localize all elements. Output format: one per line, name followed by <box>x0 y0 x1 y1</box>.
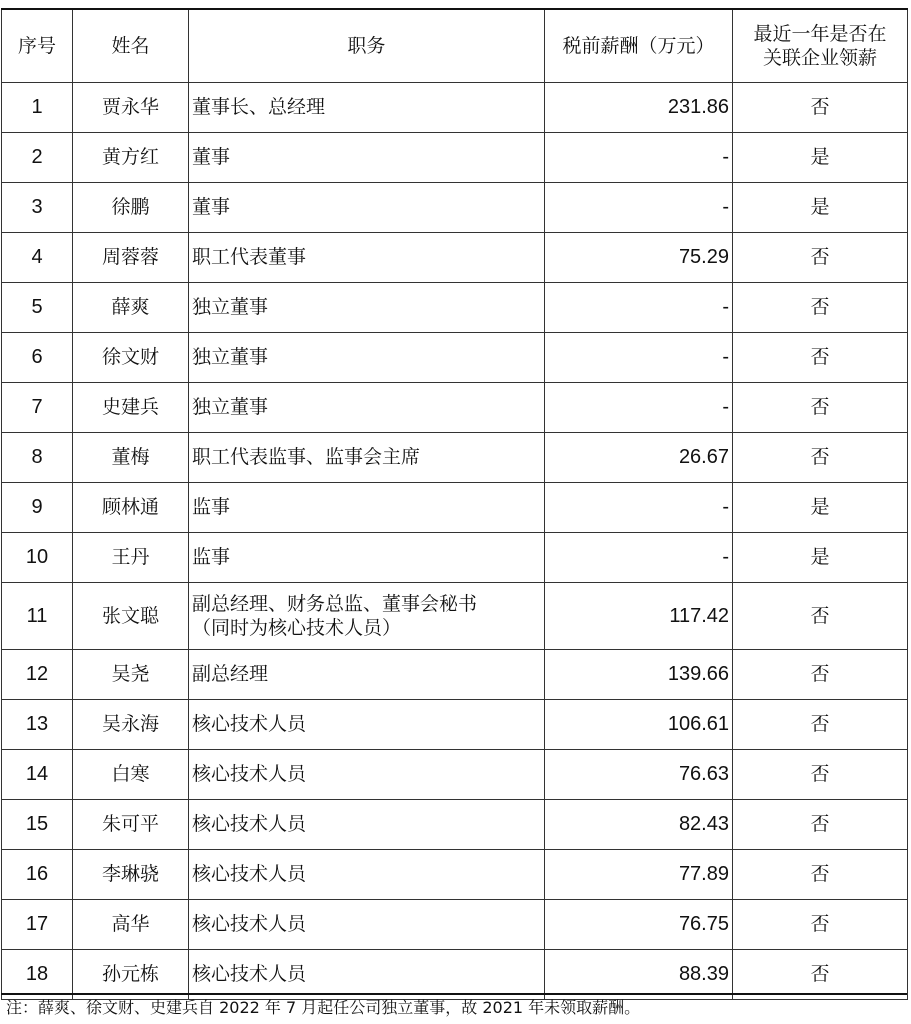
header-no: 序号 <box>2 9 73 82</box>
header-related-line2: 关联企业领薪 <box>762 46 877 69</box>
cell-name: 顾林通 <box>73 482 189 532</box>
cell-related-salary: 否 <box>733 699 908 749</box>
cell-role <box>189 799 545 849</box>
cell-salary: - <box>545 132 733 182</box>
role-line: 核心技术人员 <box>192 713 307 735</box>
cell-name: 李琳骁 <box>73 849 189 899</box>
cell-no: 11 <box>2 582 73 649</box>
role-line: 监事 <box>192 546 231 568</box>
cell-name: 吴尧 <box>73 649 189 699</box>
role-line: 独立董事 <box>192 346 269 368</box>
cell-name: 贾永华 <box>73 82 189 132</box>
cell-name: 周蓉蓉 <box>73 232 189 282</box>
cell-related-salary: 否 <box>733 282 908 332</box>
cell-no: 7 <box>2 382 73 432</box>
cell-role <box>189 332 545 382</box>
cell-related-salary: 否 <box>733 849 908 899</box>
cell-no: 8 <box>2 432 73 482</box>
table-row <box>2 532 908 582</box>
table-row <box>2 282 908 332</box>
role-line: 核心技术人员 <box>192 763 307 785</box>
cell-role <box>189 532 545 582</box>
cell-related-salary: 否 <box>733 232 908 282</box>
role-line: 董事 <box>192 146 231 168</box>
cell-name: 黄方红 <box>73 132 189 182</box>
cell-no: 9 <box>2 482 73 532</box>
cell-salary: - <box>545 532 733 582</box>
cell-role <box>189 132 545 182</box>
cell-role <box>189 232 545 282</box>
cell-role <box>189 282 545 332</box>
cell-role <box>189 749 545 799</box>
table-row <box>2 432 908 482</box>
cell-no: 4 <box>2 232 73 282</box>
cell-no: 1 <box>2 82 73 132</box>
role-line: 董事长、总经理 <box>192 96 326 118</box>
cell-related-salary: 否 <box>733 332 908 382</box>
table-row <box>2 332 908 382</box>
cell-salary: 117.42 <box>545 582 733 649</box>
table-row <box>2 799 908 849</box>
role-line: （同时为核心技术人员） <box>192 616 402 639</box>
cell-salary: - <box>545 282 733 332</box>
cell-name: 董梅 <box>73 432 189 482</box>
cell-salary: - <box>545 332 733 382</box>
cell-role <box>189 432 545 482</box>
cell-no: 6 <box>2 332 73 382</box>
cell-no: 5 <box>2 282 73 332</box>
cell-related-salary: 否 <box>733 749 908 799</box>
cell-related-salary: 否 <box>733 949 908 999</box>
cell-role <box>189 949 545 999</box>
role-line: 核心技术人员 <box>192 863 307 885</box>
cell-salary: 76.75 <box>545 899 733 949</box>
role-line: 核心技术人员 <box>192 963 307 985</box>
role-line: 独立董事 <box>192 296 269 318</box>
cell-related-salary: 否 <box>733 82 908 132</box>
cell-no: 2 <box>2 132 73 182</box>
role-line: 监事 <box>192 496 231 518</box>
cell-related-salary: 否 <box>733 799 908 849</box>
cell-related-salary: 是 <box>733 132 908 182</box>
compensation-table-container <box>1 8 907 1000</box>
cell-name: 白寒 <box>73 749 189 799</box>
table-row <box>2 232 908 282</box>
header-salary: 税前薪酬（万元） <box>545 9 733 82</box>
table-row <box>2 482 908 532</box>
table-row <box>2 649 908 699</box>
cell-name: 王丹 <box>73 532 189 582</box>
footnote: 注：薛爽、徐文财、史建兵自 2022 年 7 月起任公司独立董事，故 2021 年未领取薪酬。 <box>6 998 641 1017</box>
cell-salary: 88.39 <box>545 949 733 999</box>
cell-salary: 26.67 <box>545 432 733 482</box>
cell-salary: 77.89 <box>545 849 733 899</box>
table-row <box>2 849 908 899</box>
cell-role <box>189 82 545 132</box>
compensation-table <box>1 8 908 1000</box>
role-line: 核心技术人员 <box>192 813 307 835</box>
cell-salary: 139.66 <box>545 649 733 699</box>
cell-related-salary: 否 <box>733 899 908 949</box>
cell-salary: 106.61 <box>545 699 733 749</box>
role-line: 副总经理、财务总监、董事会秘书 <box>192 592 478 615</box>
header-related-line1: 最近一年是否在 <box>753 22 887 45</box>
cell-no: 3 <box>2 182 73 232</box>
table-bottom-rule <box>1 993 907 995</box>
cell-role <box>189 899 545 949</box>
cell-salary: - <box>545 182 733 232</box>
cell-no: 16 <box>2 849 73 899</box>
cell-role <box>189 849 545 899</box>
cell-related-salary: 否 <box>733 432 908 482</box>
cell-name: 吴永海 <box>73 699 189 749</box>
role-line: 核心技术人员 <box>192 913 307 935</box>
role-line: 独立董事 <box>192 396 269 418</box>
cell-salary: - <box>545 382 733 432</box>
cell-salary: - <box>545 482 733 532</box>
cell-name: 徐鹏 <box>73 182 189 232</box>
cell-name: 高华 <box>73 899 189 949</box>
cell-salary: 75.29 <box>545 232 733 282</box>
table-row <box>2 749 908 799</box>
cell-no: 17 <box>2 899 73 949</box>
cell-related-salary: 否 <box>733 382 908 432</box>
table-row <box>2 582 908 649</box>
cell-salary: 82.43 <box>545 799 733 849</box>
cell-no: 18 <box>2 949 73 999</box>
cell-role <box>189 482 545 532</box>
cell-no: 10 <box>2 532 73 582</box>
header-related-salary <box>733 9 908 82</box>
cell-no: 14 <box>2 749 73 799</box>
cell-name: 孙元栋 <box>73 949 189 999</box>
header-role: 职务 <box>189 9 545 82</box>
cell-name: 史建兵 <box>73 382 189 432</box>
cell-related-salary: 是 <box>733 182 908 232</box>
table-row <box>2 899 908 949</box>
cell-name: 徐文财 <box>73 332 189 382</box>
cell-salary: 76.63 <box>545 749 733 799</box>
cell-related-salary: 是 <box>733 482 908 532</box>
table-row <box>2 699 908 749</box>
cell-role <box>189 182 545 232</box>
role-line: 董事 <box>192 196 231 218</box>
table-row <box>2 949 908 999</box>
cell-role <box>189 382 545 432</box>
cell-name: 张文聪 <box>73 582 189 649</box>
cell-role <box>189 649 545 699</box>
cell-no: 15 <box>2 799 73 849</box>
header-name: 姓名 <box>73 9 189 82</box>
cell-role <box>189 699 545 749</box>
cell-related-salary: 是 <box>733 532 908 582</box>
cell-no: 13 <box>2 699 73 749</box>
table-body <box>2 82 908 999</box>
role-line: 职工代表董事 <box>192 246 307 268</box>
table-header-row <box>2 9 908 82</box>
table-row <box>2 182 908 232</box>
role-line: 职工代表监事、监事会主席 <box>192 446 421 468</box>
table-row <box>2 132 908 182</box>
cell-name: 朱可平 <box>73 799 189 849</box>
cell-name: 薛爽 <box>73 282 189 332</box>
role-line: 副总经理 <box>192 663 269 685</box>
cell-no: 12 <box>2 649 73 699</box>
cell-salary: 231.86 <box>545 82 733 132</box>
cell-related-salary: 否 <box>733 649 908 699</box>
cell-role <box>189 582 545 649</box>
cell-related-salary: 否 <box>733 582 908 649</box>
table-row <box>2 82 908 132</box>
table-row <box>2 382 908 432</box>
